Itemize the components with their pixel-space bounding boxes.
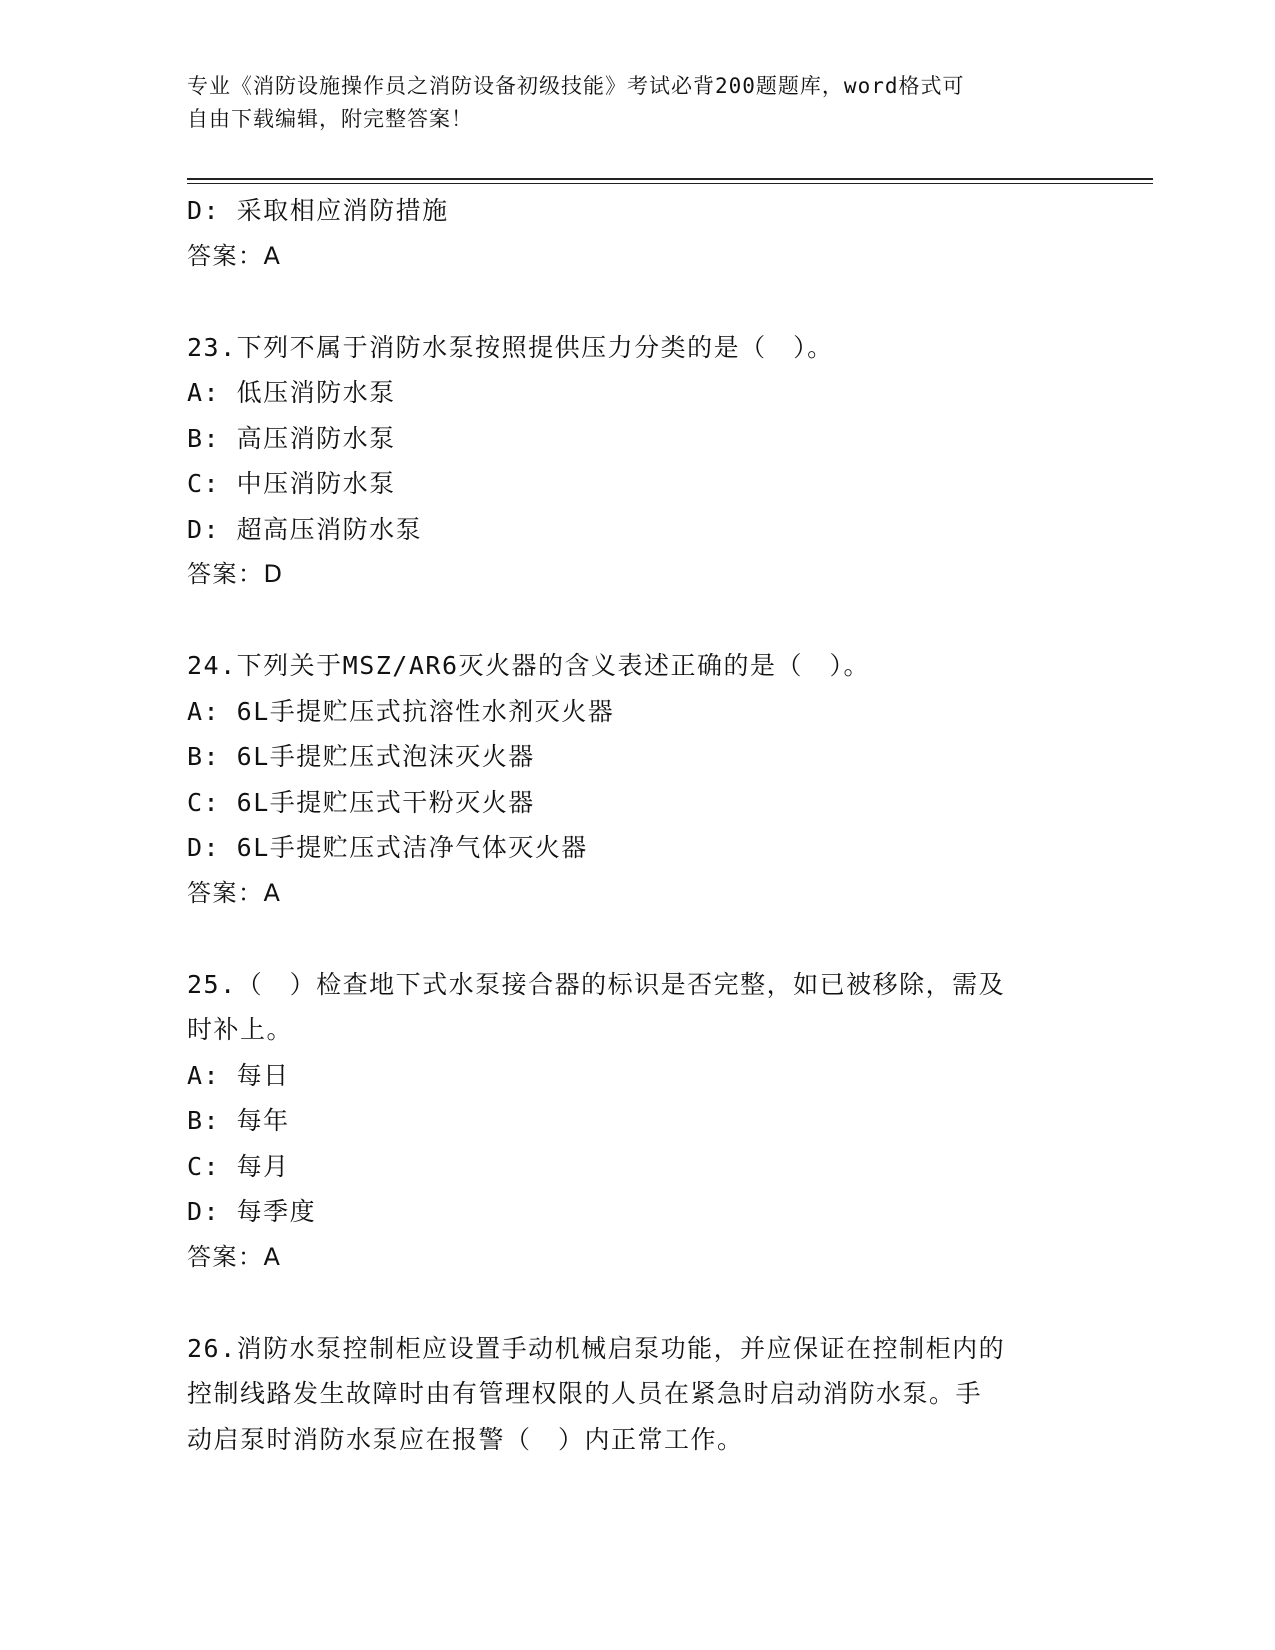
header-line-1: 专业《消防设施操作员之消防设备初级技能》考试必背200题题库，word格式可 bbox=[187, 74, 965, 98]
question-26-stem-line-1: 26.消防水泵控制柜应设置手动机械启泵功能，并应保证在控制柜内的 bbox=[187, 1333, 1006, 1363]
question-26-stem-line-2: 控制线路发生故障时由有管理权限的人员在紧急时启动消防水泵。手 bbox=[187, 1379, 983, 1408]
spacer bbox=[187, 916, 1087, 962]
question-24-option-c: C: 6L手提贮压式干粉灭火器 bbox=[187, 787, 535, 817]
header-line-2: 自由下载编辑，附完整答案！ bbox=[187, 107, 473, 131]
question-25-option-c: C: 每月 bbox=[187, 1151, 290, 1181]
answer-prev: 答案：A bbox=[187, 241, 282, 270]
question-list bbox=[187, 188, 1087, 1462]
question-25-stem-line-1: 25.（ ）检查地下式水泵接合器的标识是否完整，如已被移除，需及 bbox=[187, 969, 1006, 999]
spacer bbox=[187, 1280, 1087, 1326]
header-divider bbox=[187, 178, 1153, 180]
question-24-option-d: D: 6L手提贮压式洁净气体灭火器 bbox=[187, 833, 588, 862]
spacer bbox=[187, 279, 1087, 325]
question-25-option-d: D: 每季度 bbox=[187, 1197, 317, 1226]
question-23-option-b: B: 高压消防水泵 bbox=[187, 423, 396, 453]
question-25-option-b: B: 每年 bbox=[187, 1106, 290, 1135]
question-24-answer: 答案：A bbox=[187, 878, 282, 907]
question-23-option-a: A: 低压消防水泵 bbox=[187, 378, 396, 407]
question-25-stem-line-2: 时补上。 bbox=[187, 1015, 294, 1044]
question-23-answer: 答案：D bbox=[187, 560, 284, 588]
question-24-option-a: A: 6L手提贮压式抗溶性水剂灭火器 bbox=[187, 696, 615, 726]
option-d-prev: D: 采取相应消防措施 bbox=[187, 196, 449, 225]
question-25-option-a: A: 每日 bbox=[187, 1060, 290, 1090]
question-23-stem: 23.下列不属于消防水泵按照提供压力分类的是（ ）。 bbox=[187, 332, 834, 362]
question-23-option-d: D: 超高压消防水泵 bbox=[187, 514, 423, 544]
question-26-stem-line-3: 动启泵时消防水泵应在报警（ ）内正常工作。 bbox=[187, 1424, 744, 1454]
question-23-option-c: C: 中压消防水泵 bbox=[187, 469, 396, 498]
document-header bbox=[187, 70, 1067, 136]
question-25-answer: 答案：A bbox=[187, 1242, 282, 1271]
question-24-option-b: B: 6L手提贮压式泡沫灭火器 bbox=[187, 742, 535, 771]
question-24-stem: 24.下列关于MSZ/AR6灭火器的含义表述正确的是（ ）。 bbox=[187, 651, 871, 680]
header-divider-thin bbox=[187, 183, 1153, 184]
spacer bbox=[187, 598, 1087, 644]
